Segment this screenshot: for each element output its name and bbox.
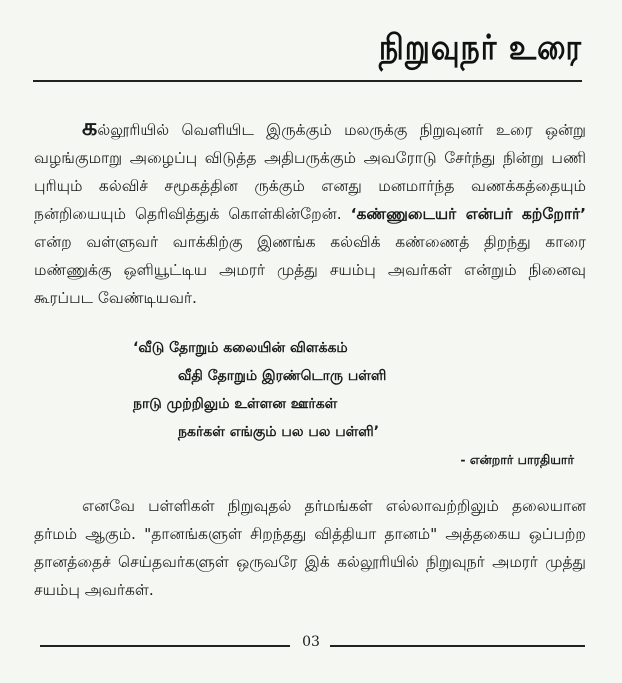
paragraph-intro-text-b: என்ற வள்ளுவர் வாக்கிற்கு இணங்க கல்விக் கண்ணைத் திறந்து காரை மண்ணுக்கு ஒளியூட்டிய அமரர் முத்து சயம்பு அவர்கள் என்றும் நினைவு கூரப்பட வேண்டியவர். <box>34 233 586 307</box>
title-divider <box>33 80 582 82</box>
poem-line: நாடு முற்றிலும் உள்ளன ஊர்கள் <box>133 396 338 412</box>
footer-divider-right <box>330 645 585 647</box>
paragraph-intro <box>34 113 586 312</box>
poem-line: வீதி தோறும் இரண்டொரு பள்ளி <box>178 368 387 384</box>
poem-line: ‘வீடு தோறும் கலையின் விளக்கம் <box>133 340 348 356</box>
paragraph-intro-text-a: ல்லூரியில் வெளியிட இருக்கும் மலருக்கு நிறுவுனர் உரை ஒன்று வழங்குமாறு அழைப்பு விடுத்த அதிபருக்கும் அவரோடு சேர்ந்து நின்று பணி புரியும் கல்விச் சமூகத்தின ருக்கும் எனது மனமார்ந்த வணக்கத்தையும் நன்றியையும் தெரிவித்துக் கொள்கின்றேன். <box>34 121 586 223</box>
poem-attribution: - என்றார் பாரதியார் <box>460 452 574 467</box>
page-title: நிறுவுநர் உரை <box>378 28 582 69</box>
thirukkural-quote: ‘கண்ணுடையர் என்பர் கற்றோர்’ <box>350 205 586 223</box>
page-number: 03 <box>302 634 320 650</box>
footer-divider-left <box>40 645 290 647</box>
poem-line: நகர்கள் எங்கும் பல பல பள்ளி’ <box>178 424 380 440</box>
drop-cap: க <box>82 113 98 141</box>
paragraph-closing: எனவே பள்ளிகள் நிறுவுதல் தர்மங்கள் எல்லாவற்றிலும் தலையான தர்மம் ஆகும். "தானங்களுள் சிறந்தது வித்தியா தானம்" அத்தகைய ஒப்பற்ற தானத்தைச் செய்தவர்களுள் ஒருவரே இக் கல்லூரியில் நிறுவுநர் அமரர் முத்து சயம்பு அவர்கள். <box>34 497 586 599</box>
